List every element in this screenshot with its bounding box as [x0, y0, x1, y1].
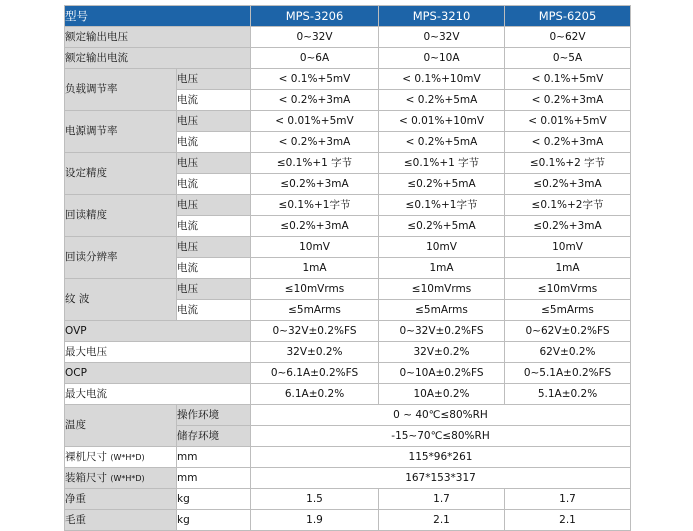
unit-label: mm — [177, 468, 251, 489]
cell: 0 ~ 40℃≤80%RH — [251, 405, 631, 426]
dim-note: (W*H*D) — [110, 452, 145, 462]
sub-label: 电流 — [177, 174, 251, 195]
table-row — [65, 489, 631, 510]
cell: 1.5 — [251, 489, 379, 510]
cell: -15~70℃≤80%RH — [251, 426, 631, 447]
cell: < 0.01%+5mV — [251, 111, 379, 132]
cell: 0~32V — [379, 27, 505, 48]
sub-label: 电压 — [177, 69, 251, 90]
unit-label: kg — [177, 510, 251, 531]
cell: < 0.01%+10mV — [379, 111, 505, 132]
table-row — [65, 27, 631, 48]
table-row — [65, 279, 631, 300]
cell: < 0.2%+3mA — [251, 90, 379, 111]
table-row — [65, 447, 631, 468]
cell: ≤0.2%+5mA — [379, 174, 505, 195]
cell: 167*153*317 — [251, 468, 631, 489]
cell: ≤10mVrms — [251, 279, 379, 300]
cell: 6.1A±0.2% — [251, 384, 379, 405]
dim-note: (W*H*D) — [110, 473, 145, 483]
sub-label: 操作环境 — [177, 405, 251, 426]
cell: < 0.1%+5mV — [251, 69, 379, 90]
cell: < 0.2%+5mA — [379, 132, 505, 153]
cell: 1.9 — [251, 510, 379, 531]
table-row — [65, 153, 631, 174]
header-row — [65, 6, 631, 27]
param-label: 纹 波 — [65, 279, 177, 321]
cell: 62V±0.2% — [505, 342, 631, 363]
cell: 1mA — [505, 258, 631, 279]
param-label — [65, 468, 177, 489]
cell: ≤0.1%+1字节 — [379, 195, 505, 216]
cell: 1.7 — [505, 489, 631, 510]
table-row — [65, 363, 631, 384]
cell: ≤5mArms — [379, 300, 505, 321]
cell: ≤10mVrms — [505, 279, 631, 300]
param-label: 净重 — [65, 489, 177, 510]
cell: 32V±0.2% — [251, 342, 379, 363]
param-label: 最大电流 — [65, 384, 251, 405]
table-row — [65, 237, 631, 258]
cell: 5.1A±0.2% — [505, 384, 631, 405]
table-row — [65, 468, 631, 489]
cell: 32V±0.2% — [379, 342, 505, 363]
unit-label: kg — [177, 489, 251, 510]
param-label: 回读分辨率 — [65, 237, 177, 279]
table-row — [65, 69, 631, 90]
cell: ≤5mArms — [505, 300, 631, 321]
model-col-3: MPS-6205 — [505, 6, 631, 27]
cell: 10mV — [505, 237, 631, 258]
cell: < 0.2%+3mA — [505, 132, 631, 153]
param-label: 毛重 — [65, 510, 177, 531]
sub-label: 电流 — [177, 216, 251, 237]
model-col-1: MPS-3206 — [251, 6, 379, 27]
cell: 1mA — [251, 258, 379, 279]
table-row — [65, 48, 631, 69]
cell: 0~32V±0.2%FS — [251, 321, 379, 342]
cell: 0~10A±0.2%FS — [379, 363, 505, 384]
sub-label: 电流 — [177, 90, 251, 111]
sub-label: 电压 — [177, 111, 251, 132]
param-label: 回读精度 — [65, 195, 177, 237]
cell: 0~5A — [505, 48, 631, 69]
cell: 0~62V±0.2%FS — [505, 321, 631, 342]
cell: ≤10mVrms — [379, 279, 505, 300]
cell: 0~6.1A±0.2%FS — [251, 363, 379, 384]
table-row — [65, 405, 631, 426]
param-label: 最大电压 — [65, 342, 251, 363]
cell: 0~10A — [379, 48, 505, 69]
label-text: 装箱尺寸 — [65, 471, 107, 484]
label-text: 裸机尺寸 — [65, 450, 107, 463]
sub-label: 储存环境 — [177, 426, 251, 447]
param-label — [65, 447, 177, 468]
sub-label: 电压 — [177, 153, 251, 174]
cell: 0~32V±0.2%FS — [379, 321, 505, 342]
param-label: 额定输出电压 — [65, 27, 251, 48]
cell: ≤0.1%+2 字节 — [505, 153, 631, 174]
model-col-2: MPS-3210 — [379, 6, 505, 27]
table-row — [65, 195, 631, 216]
sub-label: 电压 — [177, 195, 251, 216]
spec-table — [64, 5, 631, 531]
cell: ≤0.2%+5mA — [379, 216, 505, 237]
sub-label: 电压 — [177, 279, 251, 300]
sub-label: 电流 — [177, 300, 251, 321]
cell: 0~5.1A±0.2%FS — [505, 363, 631, 384]
sub-label: 电流 — [177, 132, 251, 153]
cell: < 0.2%+5mA — [379, 90, 505, 111]
cell: < 0.1%+10mV — [379, 69, 505, 90]
cell: ≤5mArms — [251, 300, 379, 321]
cell: 10mV — [379, 237, 505, 258]
cell: 1mA — [379, 258, 505, 279]
cell: 10mV — [251, 237, 379, 258]
cell: 0~32V — [251, 27, 379, 48]
table-row — [65, 510, 631, 531]
cell: ≤0.2%+3mA — [505, 174, 631, 195]
param-label: 负载调节率 — [65, 69, 177, 111]
table-row — [65, 342, 631, 363]
cell: 115*96*261 — [251, 447, 631, 468]
table-row — [65, 384, 631, 405]
cell: < 0.01%+5mV — [505, 111, 631, 132]
cell: < 0.1%+5mV — [505, 69, 631, 90]
cell: < 0.2%+3mA — [251, 132, 379, 153]
cell: ≤0.2%+3mA — [505, 216, 631, 237]
cell: 1.7 — [379, 489, 505, 510]
cell: ≤0.1%+1 字节 — [251, 153, 379, 174]
table-row — [65, 321, 631, 342]
cell: ≤0.1%+2字节 — [505, 195, 631, 216]
param-label: 温度 — [65, 405, 177, 447]
cell: ≤0.1%+1 字节 — [379, 153, 505, 174]
model-header: 型号 — [65, 6, 251, 27]
param-label: OCP — [65, 363, 251, 384]
param-label: 设定精度 — [65, 153, 177, 195]
unit-label: mm — [177, 447, 251, 468]
sub-label: 电流 — [177, 258, 251, 279]
cell: 2.1 — [379, 510, 505, 531]
sub-label: 电压 — [177, 237, 251, 258]
cell: 2.1 — [505, 510, 631, 531]
param-label: OVP — [65, 321, 251, 342]
cell: 0~6A — [251, 48, 379, 69]
cell: ≤0.1%+1字节 — [251, 195, 379, 216]
cell: 0~62V — [505, 27, 631, 48]
cell: 10A±0.2% — [379, 384, 505, 405]
table-row — [65, 111, 631, 132]
param-label: 额定输出电流 — [65, 48, 251, 69]
param-label: 电源调节率 — [65, 111, 177, 153]
cell: < 0.2%+3mA — [505, 90, 631, 111]
cell: ≤0.2%+3mA — [251, 174, 379, 195]
cell: ≤0.2%+3mA — [251, 216, 379, 237]
